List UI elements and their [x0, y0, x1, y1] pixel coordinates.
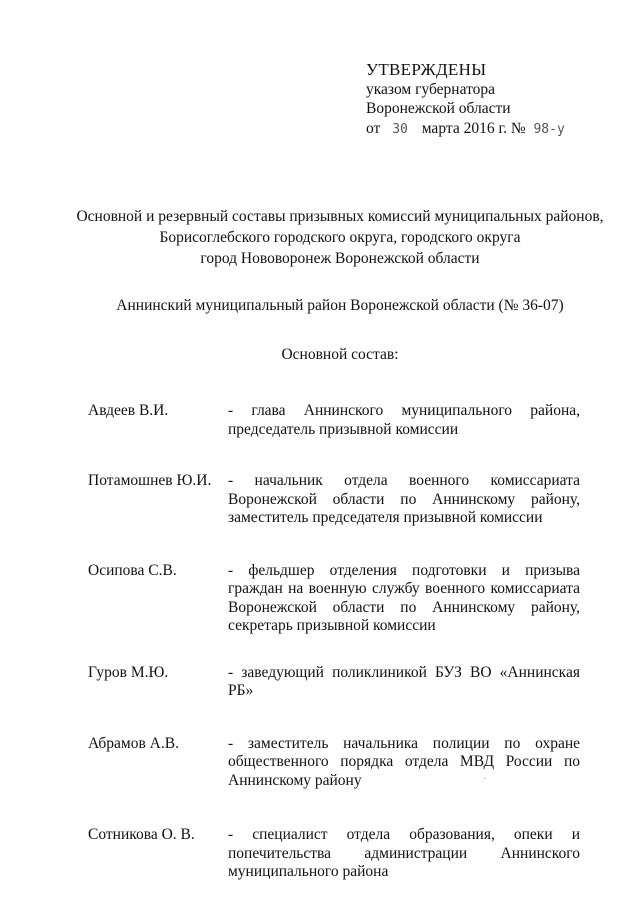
approval-line-2: Воронежской области [366, 100, 511, 117]
approval-title: УТВЕРЖДЕНЫ [366, 60, 487, 79]
heading-line-2: Борисоглебского городского округа, городского округа [159, 229, 521, 246]
member-name: Гуров М.Ю. [88, 663, 169, 681]
district-title: Аннинский муниципальный район Воронежской области (№ 36-07) [116, 297, 564, 314]
date-rest: марта 2016 г. № [421, 119, 526, 137]
member-name: Потамошнев Ю.И. [88, 472, 212, 489]
member-row [88, 472, 580, 528]
member-role: - заместитель начальника полиции по охране общественного порядка отдела МВД России по Аннинскому району [228, 734, 580, 789]
member-role: - начальник отдела военного комиссариата Воронежской области по Аннинскому району, заместитель председателя призывной комиссии [228, 472, 580, 526]
member-row [88, 402, 580, 439]
member-role: - заведующий поликлиникой БУЗ ВО «Аннинская РБ» [228, 663, 580, 699]
member-name: Абрамов А.В. [88, 734, 179, 752]
approval-line-1: указом губернатора [366, 80, 496, 98]
member-row [88, 735, 580, 791]
handwritten-decree-number: 98-у [533, 121, 565, 137]
member-name: Сотникова О. В. [88, 826, 195, 843]
member-name: Осипова С.В. [88, 561, 177, 579]
approval-date-line [366, 119, 565, 140]
date-prefix: от [366, 119, 381, 137]
member-role: - фельдшер отделения подготовки и призыва граждан на военную службу военного комиссариата Воронежской области по Аннинскому району, секретарь призывной комиссии [228, 561, 580, 634]
member-name: Авдеев В.И. [88, 402, 169, 419]
handwritten-day: 30 [392, 121, 408, 137]
member-row [88, 664, 580, 701]
member-row [88, 826, 580, 882]
main-composition-title: Основной состав: [281, 346, 399, 363]
heading-line-3: город Нововоронеж Воронежской области [200, 250, 480, 267]
members-list [88, 402, 580, 882]
approval-block [366, 60, 565, 139]
document-heading [40, 206, 640, 269]
scan-speck [484, 778, 485, 779]
member-row [88, 562, 580, 636]
member-role: - глава Аннинского муниципального района, председатель призывной комиссии [228, 402, 580, 438]
member-role: - специалист отдела образования, опеки и попечительства администрации Аннинского муниципального района [228, 826, 580, 880]
heading-line-1: Основной и резервный составы призывных комиссий муниципальных районов, [76, 208, 604, 225]
